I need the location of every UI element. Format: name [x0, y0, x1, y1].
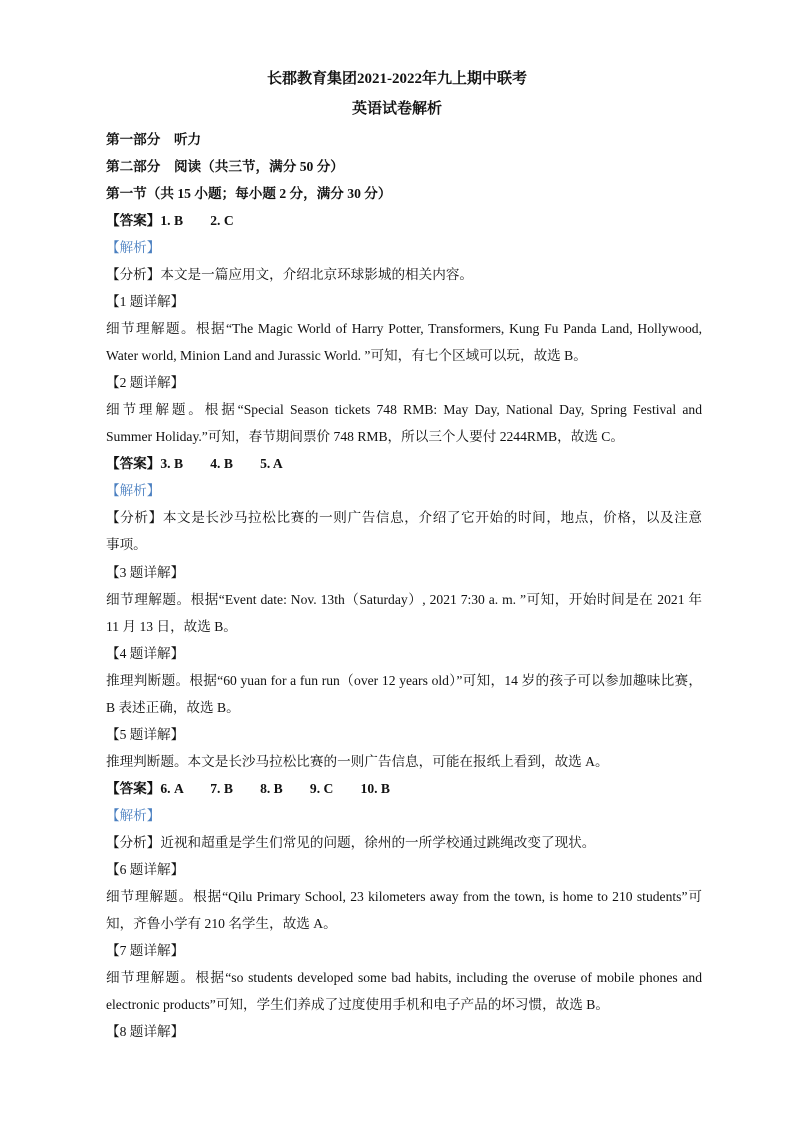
answer-line: 【答案】1. B 2. C: [106, 213, 234, 228]
analysis-label: 【解析】: [106, 240, 161, 255]
explanation-line: electronic products”可知，学生们养成了过度使用手机和电子产品的坏习惯，故选 B。: [106, 997, 609, 1012]
explanation-line: 细节理解题。根据“The Magic World of Harry Potter, Transformers, Kung Fu Panda Land, Hollywood,: [106, 321, 702, 336]
passage-summary-cont: 事项。: [106, 537, 147, 552]
explanation-line: 细节理解题。根据“Event date: Nov. 13th（Saturday）, 2021 7:30 a. m. ”可知，开始时间是在 2021 年: [106, 592, 702, 607]
explanation-line: 11 月 13 日，故选 B。: [106, 619, 237, 634]
document-subtitle: 英语试卷解析: [351, 101, 442, 117]
question-heading: 【7 题详解】: [106, 943, 185, 958]
explanation-line: Water world, Minion Land and Jurassic World. ”可知，有七个区域可以玩，故选 B。: [106, 348, 587, 363]
answer-line: 【答案】3. B 4. B 5. A: [106, 456, 283, 471]
passage-summary: 【分析】近视和超重是学生们常见的问题，徐州的一所学校通过跳绳改变了现状。: [106, 835, 596, 850]
passage-summary: 【分析】本文是一篇应用文，介绍北京环球影城的相关内容。: [106, 267, 474, 282]
explanation-line: 知，齐鲁小学有 210 名学生，故选 A。: [106, 916, 337, 931]
explanation-line: 细节理解题。根据“Qilu Primary School, 23 kilometers away from the town, is home to 210 students”可: [106, 889, 702, 904]
section-part-two: 第二部分 阅读（共三节，满分 50 分）: [106, 159, 344, 174]
passage-summary: 【分析】本文是长沙马拉松比赛的一则广告信息，介绍了它开始的时间，地点，价格，以及注意: [106, 510, 702, 525]
document-title: 长郡教育集团2021-2022年九上期中联考: [267, 71, 527, 87]
explanation-line: 细节理解题。根据“so students developed some bad habits, including the overuse of mobile phones and: [106, 970, 702, 985]
analysis-label: 【解析】: [106, 808, 161, 823]
question-heading: 【3 题详解】: [106, 565, 185, 580]
explanation-line: B 表述正确，故选 B。: [106, 700, 240, 715]
section-part-one: 第一部分 听力: [106, 132, 202, 147]
explanation-line: 细节理解题。根据“Special Season tickets 748 RMB: May Day, National Day, Spring Festival and: [106, 402, 702, 417]
explanation-line: 推理判断题。根据“60 yuan for a fun run（over 12 years old）”可知，14 岁的孩子可以参加趣味比赛，: [106, 673, 702, 688]
question-heading: 【2 题详解】: [106, 375, 185, 390]
section-node-one: 第一节（共 15 小题；每小题 2 分，满分 30 分）: [106, 186, 392, 201]
explanation-line: 推理判断题。本文是长沙马拉松比赛的一则广告信息，可能在报纸上看到，故选 A。: [106, 754, 609, 769]
question-heading: 【6 题详解】: [106, 862, 185, 877]
explanation-line: Summer Holiday.”可知，春节期间票价 748 RMB，所以三个人要付 2244RMB，故选 C。: [106, 429, 624, 444]
question-heading: 【1 题详解】: [106, 294, 185, 309]
question-heading: 【5 题详解】: [106, 727, 185, 742]
analysis-label: 【解析】: [106, 483, 161, 498]
question-heading: 【8 题详解】: [106, 1024, 185, 1039]
answer-line: 【答案】6. A 7. B 8. B 9. C 10. B: [106, 781, 390, 796]
question-heading: 【4 题详解】: [106, 646, 185, 661]
